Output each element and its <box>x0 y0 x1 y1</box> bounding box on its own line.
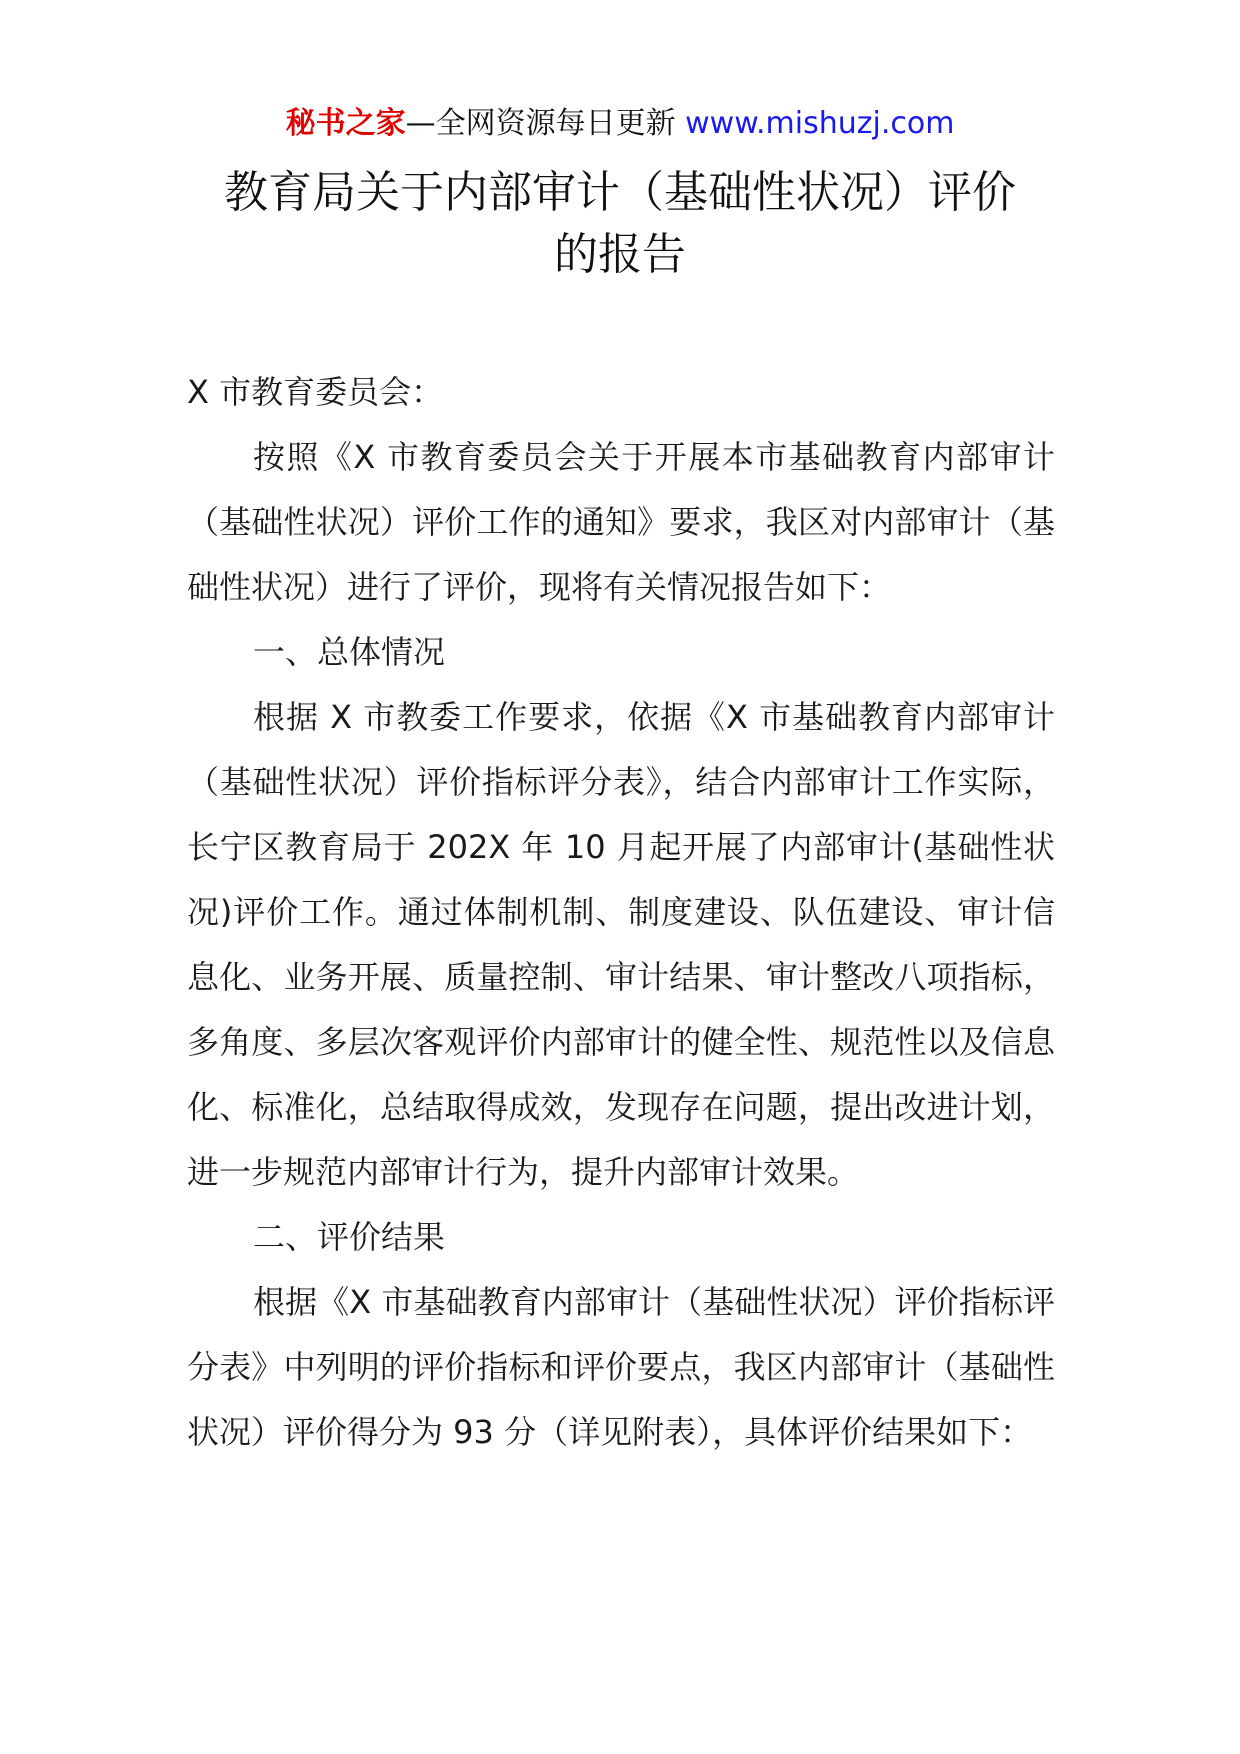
document-title <box>180 162 1060 286</box>
section-1-paragraph: 根据 X 市教委工作要求，依据《X 市基础教育内部审计（基础性状况）评价指标评分表》，结合内部审计工作实际，长宁区教育局于 202X 年 10 月起开展了内部审计(基础性状况)评价工作。通过体制机制、制度建设、队伍建设、审计信息化、业务开展、质量控制、审计结果、审计整改八项指标，多角度、多层次客观评价内部审计的健全性、规范性以及信息化、标准化，总结取得成效，发现存在问题，提出改进计划，进一步规范内部审计行为，提升内部审计效果。 <box>187 698 1055 1191</box>
document-title-line-1: 教育局关于内部审计（基础性状况）评价 <box>224 167 1016 218</box>
site-slogan: —全网资源每日更新 <box>405 106 686 141</box>
salutation: X 市教育委员会： <box>187 373 444 411</box>
site-header <box>0 102 1240 146</box>
section-1-heading: 一、总体情况 <box>253 633 446 671</box>
site-url-link[interactable]: www.mishuzj.com <box>685 106 955 141</box>
intro-paragraph: 按照《X 市教育委员会关于开展本市基础教育内部审计（基础性状况）评价工作的通知》要求，我区对内部审计（基础性状况）进行了评价，现将有关情况报告如下： <box>187 438 1055 606</box>
document-body <box>187 360 1055 1465</box>
site-brand: 秘书之家 <box>285 106 406 141</box>
document-title-line-2: 的报告 <box>554 229 686 280</box>
section-2-heading: 二、评价结果 <box>253 1218 446 1256</box>
section-2-paragraph: 根据《X 市基础教育内部审计（基础性状况）评价指标评分表》中列明的评价指标和评价要点，我区内部审计（基础性状况）评价得分为 93 分（详见附表），具体评价结果如下： <box>187 1283 1055 1451</box>
